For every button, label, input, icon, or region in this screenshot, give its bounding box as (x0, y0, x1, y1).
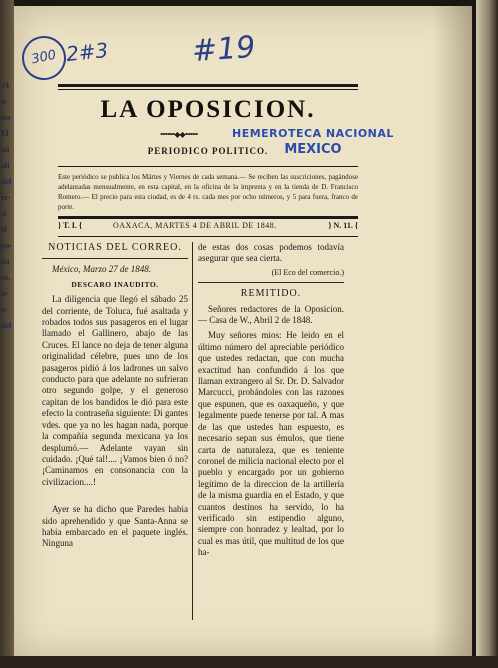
page-shadow (432, 6, 472, 656)
letter-body: Muy señores mios: He leido en el último número del apreciable periódico que ustedes redactan, que con mucha exactitud han confundido á los que llaman extrangero al Sr. Dr. D. Salvador Marcucci, probándoles con las razones que espunen, que es oaxaqueño, y que legalmente puede tenerse por tal. A mas de las que ustedes han espuesto, es necesario sepan sus émulos, que tiene carta de naturaleza, que es teniente coronel de milicia nacional electo por el pueblo y encargado por un gobierno legítimo de la direccion de la artillería de la misma guardia en el Estado, y que cuantos destinos ha servido, lo ha verificado sin estipendio alguno, siempre con honradez y lealtad, por lo cual es mas útil, que multitud de los que ha- (198, 330, 344, 558)
column-divider (192, 242, 193, 620)
newspaper-page (14, 6, 472, 656)
letter-salutation: Señores redactores de la Oposicion.— Casa de W., Abril 2 de 1848. (198, 303, 344, 326)
issue-dateline (58, 219, 358, 235)
section-title-remitido: REMITIDO. (240, 288, 302, 300)
left-column (42, 242, 188, 550)
article-paragraph: La diligencia que llegó el sábado 25 del corriente, de Toluca, fué asaltada y robados todos sus pasageros en el lugar llamado el Gallinero, abajo de las Cruces. El lance no deja de tener alguna originalidad célebre, pues uno de los pasageros pidió á los ladrones un salvo conducto para que adelante no sufrieran otro segundo golpe, y el generoso capitan de los bandidos le dió para este efecto la contraseña siguiente: Di gantes vdes. que ya no les hagan nada, porque la compañía segunda mexicana ya los desplumó.— Adelante vayan sin cuidado. ¡Qué tal!.... ¡Vamos bien ó no? ¡Caminamos en consonancia con la civilizacion....! (42, 294, 188, 487)
ornament-divider: ••••••••◆◆••••••• (160, 130, 198, 139)
right-column (198, 242, 344, 559)
article-paragraph: Ayer se ha dicho que Paredes habia sido aprehendido y que Santa-Anna se habia embarcado en el paquete inglés. Ninguna (42, 504, 188, 549)
notice-rule-top (58, 166, 358, 167)
volume-label: } T. I. { (58, 221, 83, 230)
masthead-rule-top (58, 84, 358, 87)
subscription-notice: Este periódico se publica los Mártes y Viernes de cada semana.— Se reciben las suscriciones, pagándose adelantadas mensualmente, en esta capital, en la oficina de la imprenta y en la tienda de D. Francisco Romero.— El precio para esta ciudad, es de 4 rs. cada mes por ocho números, y 5 para fuera, franco de porte. (58, 173, 358, 211)
issue-mark: #19 (190, 29, 257, 70)
stamp-line-2: MEXICO (284, 142, 342, 157)
dateline-rule-bottom (58, 236, 358, 237)
section-rule (42, 258, 188, 259)
issue-number: } N. 11. { (328, 221, 358, 230)
circled-annotation: 300 (18, 32, 70, 84)
stamp-line-1: HEMEROTECA NACIONAL (232, 127, 394, 140)
article-source: (El Eco del comercio.) (271, 267, 344, 277)
handwritten-number: 2#3 (64, 37, 110, 67)
place-date: OAXACA, MARTES 4 DE ABRIL DE 1848. (113, 221, 277, 230)
newspaper-subtitle: PERIODICO POLITICO. (147, 146, 269, 156)
section-title-news: NOTICIAS DEL CORREO. (48, 242, 182, 253)
masthead-rule-top-thin (58, 89, 358, 90)
continued-text: de estas dos cosas podemos todavía asegurar que sea cierta. (198, 242, 344, 264)
page-edge (476, 0, 498, 668)
section-rule (198, 282, 344, 283)
scan-bottom-edge (0, 656, 498, 668)
article-heading: DESCARO INAUDITO. (71, 279, 159, 289)
binding-stub-text: 24 ie tos El nó ali del er- si el po- ña os, ie- n- del (1, 81, 12, 330)
newspaper-title: LA OPOSICION. (100, 96, 316, 123)
article-dateline: México, Marzo 27 de 1848. (52, 264, 151, 275)
